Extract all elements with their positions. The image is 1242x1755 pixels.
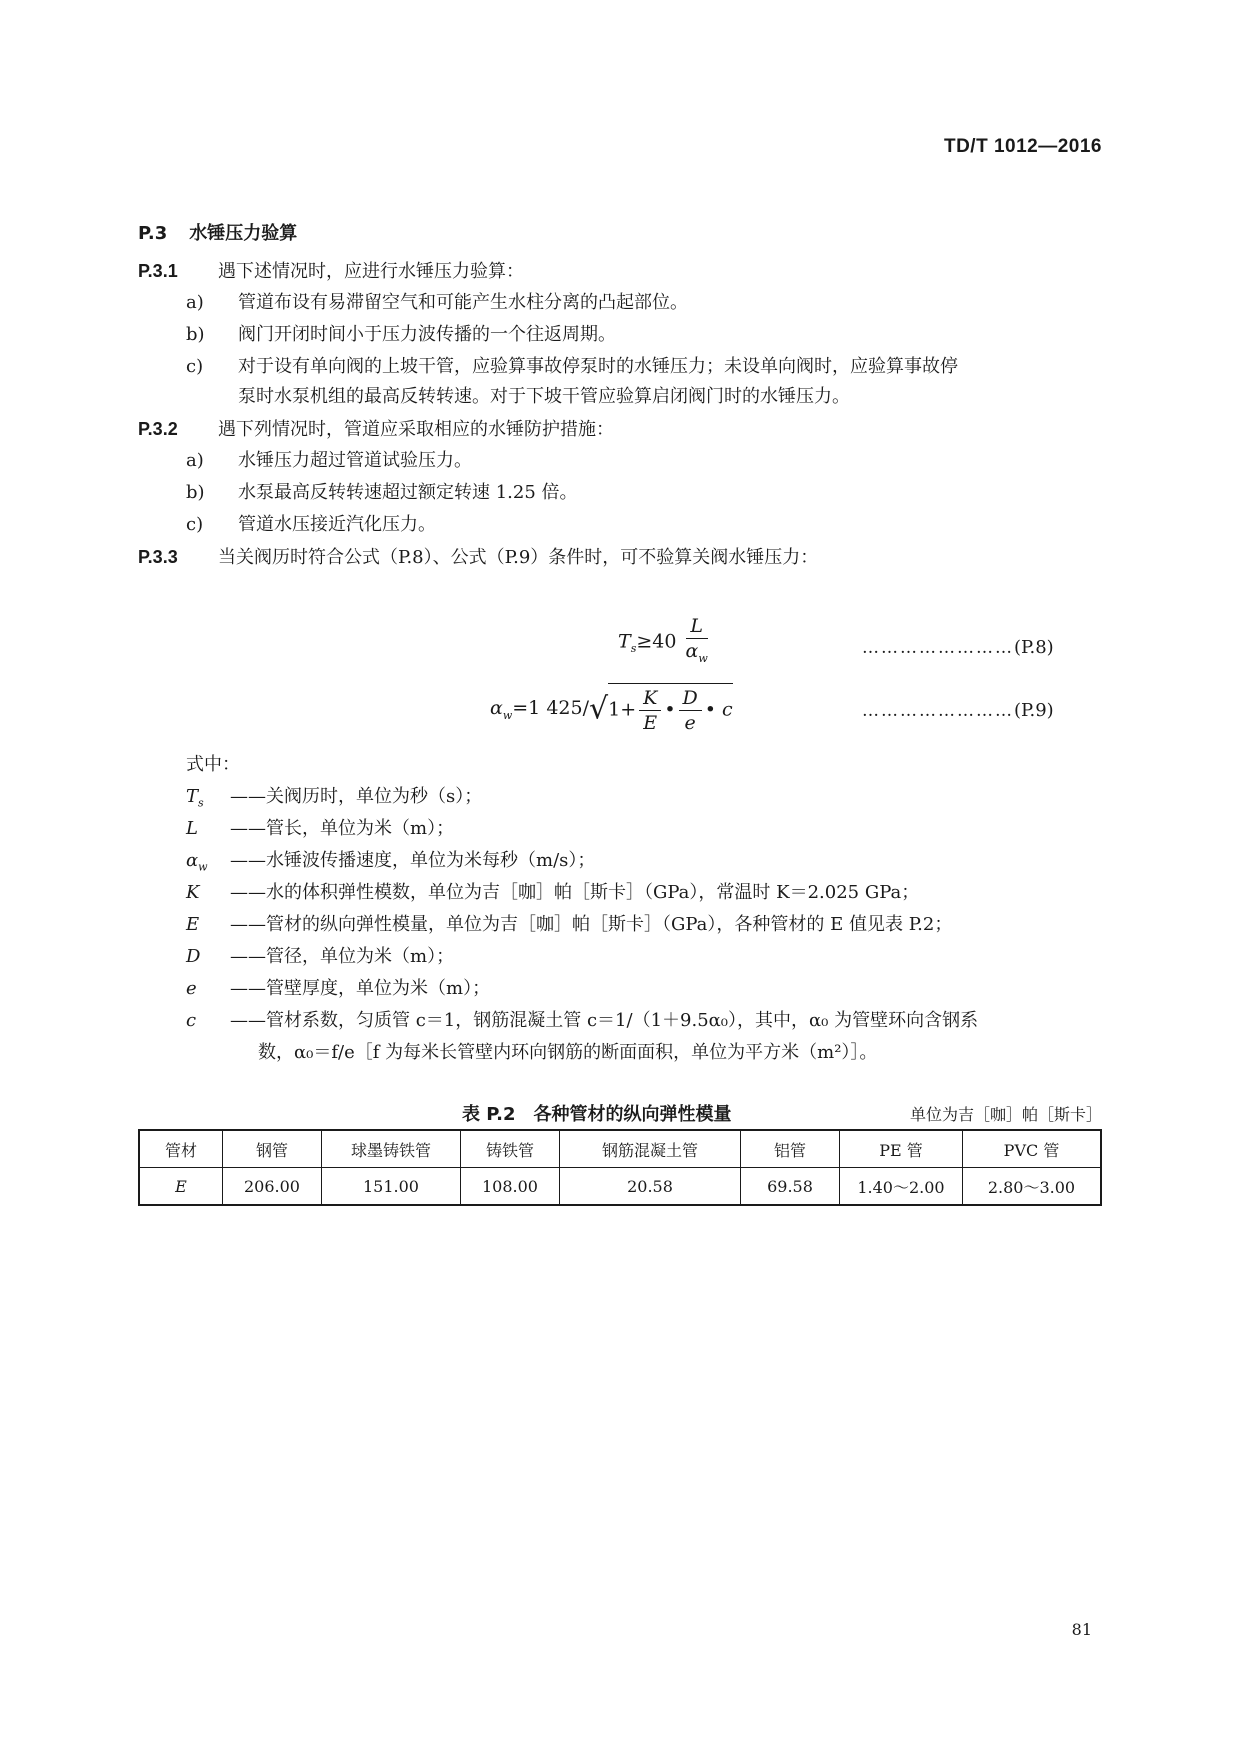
table-unit: 单位为吉［咖］帕［斯卡］: [909, 1105, 1102, 1124]
table-header-cell: PE 管: [840, 1130, 963, 1168]
fraction-denominator: $\alpha_w$: [685, 640, 708, 665]
table-header-row: [139, 1130, 1101, 1168]
clause-text: 当关阀历时符合公式（P.8）、公式（P.9）条件时，可不验算关阀水锤压力：: [218, 547, 819, 568]
item-mark: b): [186, 324, 205, 345]
table-header-cell: 铸铁管: [461, 1130, 560, 1168]
equation-number: (P.9): [1014, 700, 1054, 721]
clause-number: P.3.1: [138, 261, 178, 281]
clause-number: P.3.3: [138, 547, 178, 567]
formula-p9-number: [862, 700, 1054, 721]
table-cell: 69.58: [741, 1168, 840, 1206]
definition-symbol: c: [186, 1010, 197, 1031]
definition-text: ——管材的纵向弹性模量，单位为吉［咖］帕［斯卡］（GPa），各种管材的 E 值见表 P.2；: [230, 914, 953, 935]
fraction: $\frac{D}{e}$: [679, 686, 702, 735]
item-mark: a): [186, 292, 204, 313]
definition-text-continued: 数，α₀＝f/e［f 为每米长管壁内环向钢筋的断面面积，单位为平方米（m²）］。: [258, 1042, 878, 1063]
clause-p33: [138, 544, 818, 571]
table-cell: 108.00: [461, 1168, 560, 1206]
list-item: [186, 322, 616, 348]
leader-dots: ……………………: [862, 701, 1014, 721]
equation-number: (P.8): [1014, 637, 1054, 658]
table-cell: 2.80～3.00: [963, 1168, 1102, 1206]
leader-dots: ……………………: [862, 638, 1014, 658]
sqrt-body: 1+ $\frac{K}{E}$ • $\frac{D}{e}$ • c: [608, 683, 733, 735]
definition-text: ——关阀历时，单位为秒（s）；: [230, 786, 483, 807]
clause-p32: [138, 416, 614, 443]
definition-symbol: L: [186, 818, 198, 839]
table-cell: E: [139, 1168, 223, 1206]
section-number: P.3: [138, 223, 168, 244]
definition-item: [186, 784, 482, 817]
table-header-cell: PVC 管: [963, 1130, 1102, 1168]
formula-relation: ≥40: [636, 630, 677, 653]
modulus-table: [138, 1129, 1102, 1206]
section-title: 水锤压力验算: [189, 223, 298, 244]
table-header-cell: 管材: [139, 1130, 223, 1168]
definition-text: ——管材系数，匀质管 c＝1，钢筋混凝土管 c＝1/（1＋9.5α₀），其中，α₀ 为管壁环向含钢系: [230, 1010, 979, 1031]
definition-symbol: D: [186, 946, 201, 967]
item-text: 管道水压接近汽化压力。: [238, 514, 436, 535]
list-item: [186, 480, 578, 506]
page-number: 81: [1071, 1620, 1092, 1639]
definition-item: [186, 912, 952, 938]
sqrt-icon: √: [588, 691, 609, 727]
definition-symbol: e: [186, 978, 197, 999]
definition-text: ——管壁厚度，单位为米（m）；: [230, 978, 491, 999]
clause-p31: [138, 258, 524, 285]
clause-text: 遇下列情况时，管道应采取相应的水锤防护措施：: [218, 419, 614, 440]
formula-eq: =1 425/: [512, 697, 589, 719]
table-row: [139, 1168, 1101, 1206]
item-text: 管道布设有易滞留空气和可能产生水柱分离的凸起部位。: [238, 292, 688, 313]
section-heading: [138, 219, 297, 245]
definition-item: [186, 848, 595, 881]
definition-text: ——管长，单位为米（m）；: [230, 818, 455, 839]
table-cell: 1.40～2.00: [840, 1168, 963, 1206]
item-text-continued: 泵时水泵机组的最高反转转速。对于下坡干管应验算启闭阀门时的水锤压力。: [238, 386, 850, 407]
definition-item: [186, 880, 919, 906]
definition-item: [186, 976, 490, 1002]
definition-item: [186, 816, 454, 842]
table-header-cell: 铝管: [741, 1130, 840, 1168]
list-item: [186, 354, 958, 380]
definition-item: [186, 1008, 978, 1034]
item-mark: c): [186, 356, 204, 377]
item-text: 对于设有单向阀的上坡干管，应验算事故停泵时的水锤压力；未设单向阀时，应验算事故停: [238, 356, 958, 377]
definition-text: ——水锤波传播速度，单位为米每秒（m/s）；: [230, 850, 596, 871]
table-header-cell: 钢管: [223, 1130, 322, 1168]
formula-lhs-subscript: w: [502, 708, 513, 722]
definition-text: ——管径，单位为米（m）；: [230, 946, 455, 967]
formula-p9: [490, 683, 733, 735]
formula-p8-number: [862, 637, 1054, 658]
table-title: 表 P.2 各种管材的纵向弹性模量: [462, 1104, 732, 1125]
definition-item: [186, 944, 454, 970]
table-header-cell: 钢筋混凝土管: [560, 1130, 741, 1168]
where-label: 式中：: [186, 754, 240, 775]
clause-text: 遇下述情况时，应进行水锤压力验算：: [218, 261, 524, 282]
clause-number: P.3.2: [138, 419, 178, 439]
table-cell: 151.00: [322, 1168, 461, 1206]
definition-symbol: $T_s$: [186, 786, 204, 810]
item-text: 阀门开闭时间小于压力波传播的一个往返周期。: [238, 324, 616, 345]
definition-symbol: K: [186, 882, 200, 903]
definition-symbol: E: [186, 914, 200, 935]
table-header-cell: 球墨铸铁管: [322, 1130, 461, 1168]
fraction: [686, 614, 708, 671]
item-mark: c): [186, 514, 204, 535]
formula-lhs: T: [618, 630, 631, 653]
list-item: [186, 448, 472, 474]
list-item: [186, 512, 436, 538]
document-code: TD/T 1012—2016: [943, 136, 1102, 157]
fraction: $\frac{K}{E}$: [639, 686, 661, 735]
item-text: 水锤压力超过管道试验压力。: [238, 450, 472, 471]
definition-symbol: $\alpha_w$: [186, 850, 208, 874]
list-item: [186, 290, 688, 316]
definition-text: ——水的体积弹性模数，单位为吉［咖］帕［斯卡］（GPa），常温时 K＝2.025 GPa；: [230, 882, 920, 903]
formula-lhs-subscript: s: [630, 642, 637, 656]
item-mark: b): [186, 482, 205, 503]
fraction-numerator: L: [686, 614, 708, 639]
item-mark: a): [186, 450, 204, 471]
table-cell: 206.00: [223, 1168, 322, 1206]
item-text: 水泵最高反转转速超过额定转速 1.25 倍。: [238, 482, 578, 503]
table-cell: 20.58: [560, 1168, 741, 1206]
formula-lhs: α: [490, 697, 503, 719]
formula-p8: [618, 614, 711, 671]
